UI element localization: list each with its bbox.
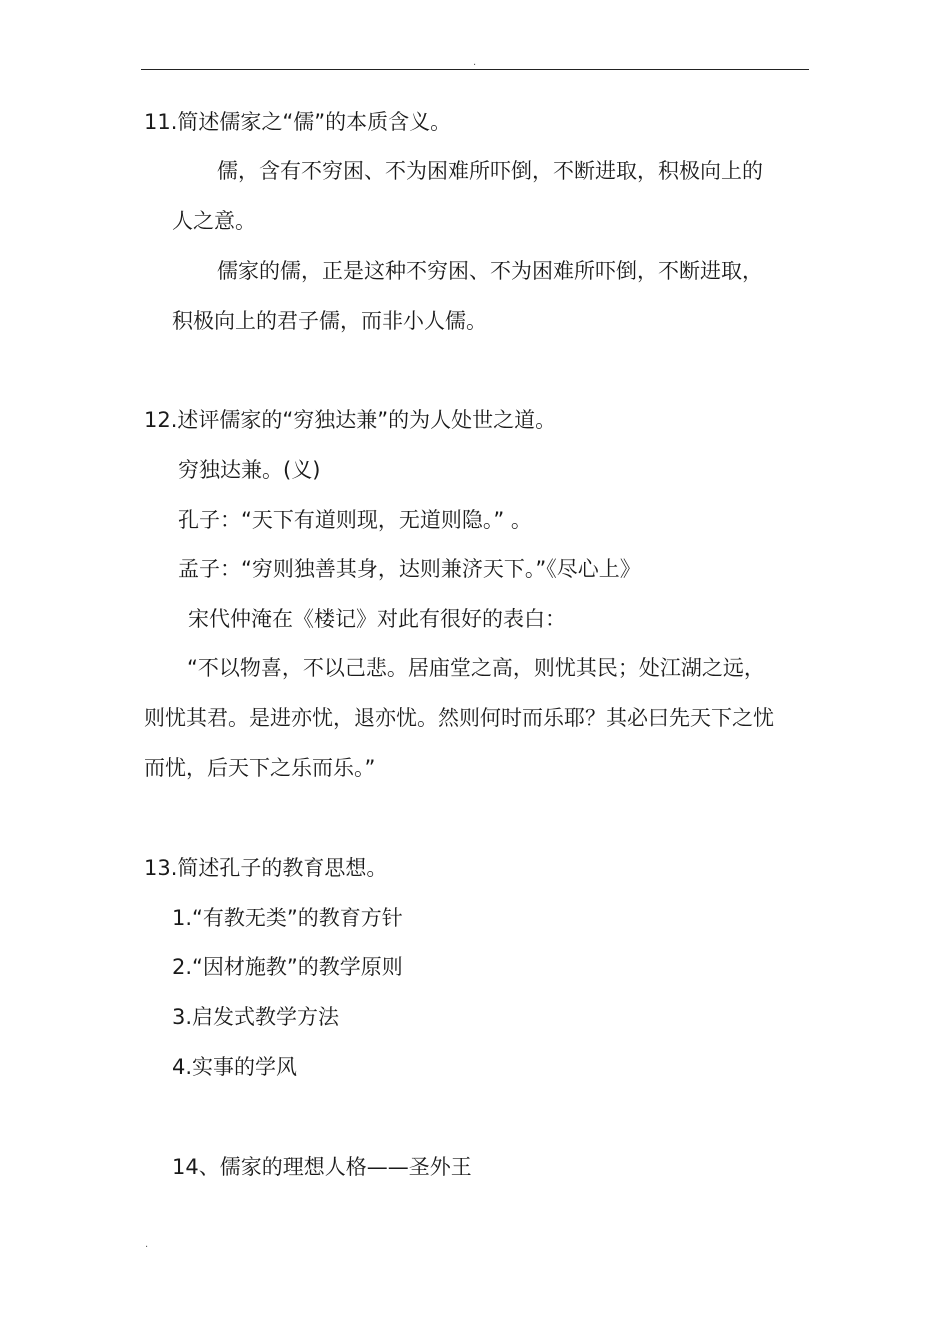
q11-paragraph1-line2: 人之意。: [172, 209, 256, 233]
q12-title: 12.述评儒家的“穷独达兼”的为人处世之道。: [144, 408, 557, 432]
q14-title: 14、儒家的理想人格——圣外王: [172, 1155, 472, 1179]
header-mark: .: [473, 57, 477, 68]
q11-paragraph2-line1: 儒家的儒，正是这种不穷困、不为困难所吓倒，不断进取，: [217, 259, 763, 283]
q13-item: 3.启发式教学方法: [172, 1005, 340, 1029]
footer-mark: .: [145, 1239, 149, 1250]
q12-quote-line2: 则忧其君。是进亦忧，退亦忧。然则何时而乐耶？其必曰先天下之忧: [144, 706, 774, 730]
q12-line1: 穷独达兼。(义): [178, 458, 321, 482]
q13-item: 2.“因材施教”的教学原则: [172, 955, 403, 979]
q11-paragraph1-line1: 儒，含有不穷困、不为困难所吓倒，不断进取，积极向上的: [217, 159, 763, 183]
q13-title: 13.简述孔子的教育思想。: [144, 856, 388, 880]
q11-paragraph2-line2: 积极向上的君子儒，而非小人儒。: [172, 309, 487, 333]
q12-quote-line3: 而忧，后天下之乐而乐。”: [144, 756, 376, 780]
header-rule: [141, 69, 809, 70]
q12-line3: 孟子：“穷则独善其身，达则兼济天下。”《尽心上》: [178, 557, 641, 581]
q12-line2: 孔子：“天下有道则现，无道则隐。” 。: [178, 508, 532, 532]
q13-item: 4.实事的学风: [172, 1055, 298, 1079]
q11-title: 11.简述儒家之“儒”的本质含义。: [144, 110, 452, 134]
q12-line4: 宋代仲淹在《楼记》对此有很好的表白：: [188, 607, 566, 631]
q12-quote-line1: “不以物喜，不以己悲。居庙堂之高，则忧其民；处江湖之远，: [187, 656, 765, 680]
q13-item: 1.“有教无类”的教育方针: [172, 906, 403, 930]
